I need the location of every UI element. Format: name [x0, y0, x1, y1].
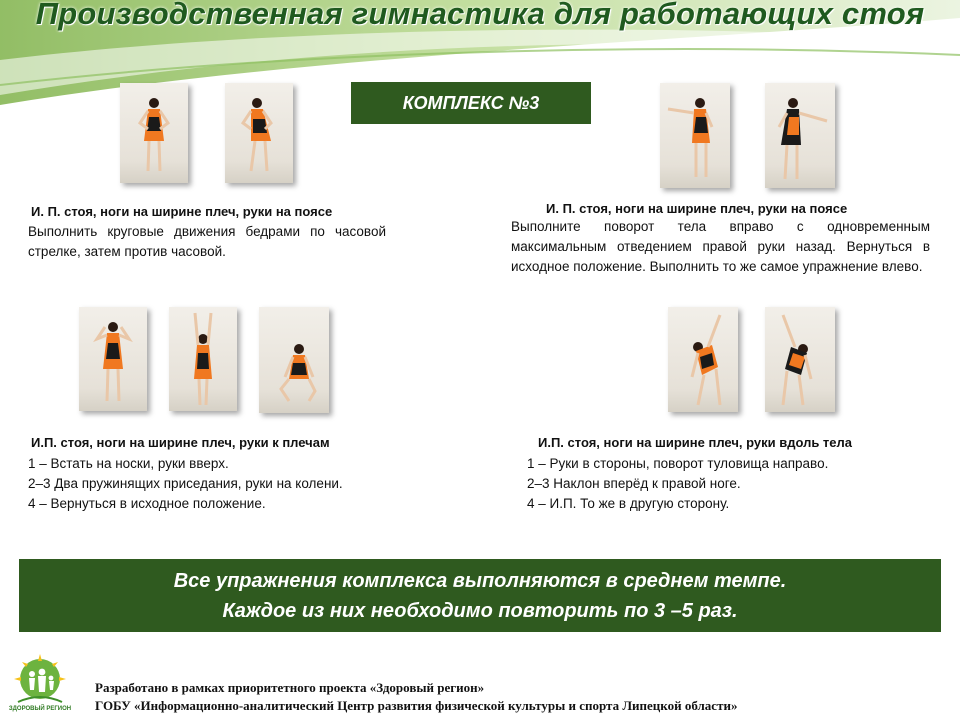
exercise-3-heading: И.П. стоя, ноги на ширине плеч, руки к плечам: [31, 435, 330, 450]
exercise-1-photo-2: [225, 83, 293, 183]
complex-badge: КОМПЛЕКС №3: [351, 82, 591, 124]
exercise-1-description: [28, 222, 386, 262]
exercise-3-photo-1: [79, 307, 147, 411]
logo-text: ЗДОРОВЫЙ РЕГИОН: [8, 706, 72, 712]
exercise-3-line-3: 4 – Вернуться в исходное положение.: [28, 496, 266, 511]
exercise-3-line-2: 2–3 Два пружинящих приседания, руки на колени.: [28, 476, 343, 491]
exercise-2-photo-1: [660, 83, 730, 188]
tempo-note-banner: [19, 559, 941, 632]
page-title: Производственная гимнастика для работающих стоя: [35, 0, 925, 31]
exercise-4-photo-1: [668, 307, 738, 412]
exercise-1-line: Выполнить круговые движения бедрами по часовой стрелке, затем против часовой.: [28, 224, 386, 259]
footer-line-1: Разработано в рамках приоритетного проекта «Здоровый регион»: [95, 680, 485, 695]
exercise-2-description: [511, 217, 930, 277]
exercise-4-line-1: 1 – Руки в стороны, поворот туловища направо.: [527, 456, 829, 471]
exercise-3-description: [28, 454, 386, 514]
healthy-region-logo-icon: [8, 652, 72, 714]
exercise-4-description: [527, 454, 927, 514]
exercise-4-line-2: 2–3 Наклон вперёд к правой ноге.: [527, 476, 741, 491]
exercise-3-photo-2: [169, 307, 237, 411]
exercise-2-heading: И. П. стоя, ноги на ширине плеч, руки на поясе: [546, 201, 848, 216]
exercise-3-line-1: 1 – Встать на носки, руки вверх.: [28, 456, 229, 471]
footer-line-2: ГОБУ «Информационно-аналитический Центр развития физической культуры и спорта Липецкой области»: [95, 698, 738, 713]
exercise-2-line: Выполните поворот тела вправо с одновременным максимальным отведением правой руки назад. Вернуться в исходное положение. Выполнить то же самое упражнение влево.: [511, 219, 930, 274]
exercise-1-heading: И. П. стоя, ноги на ширине плеч, руки на поясе: [31, 204, 333, 219]
footer: [95, 679, 737, 715]
exercise-3-photo-3: [259, 307, 329, 413]
exercise-4-photo-2: [765, 307, 835, 412]
exercise-4-line-3: 4 – И.П. То же в другую сторону.: [527, 496, 730, 511]
tempo-note-line-2: Каждое из них необходимо повторить по 3 –5 раз.: [222, 599, 738, 622]
exercise-4-heading: И.П. стоя, ноги на ширине плеч, руки вдоль тела: [538, 435, 853, 450]
tempo-note-line-1: Все упражнения комплекса выполняются в среднем темпе.: [173, 569, 787, 592]
exercise-2-photo-2: [765, 83, 835, 188]
exercise-1-photo-1: [120, 83, 188, 183]
